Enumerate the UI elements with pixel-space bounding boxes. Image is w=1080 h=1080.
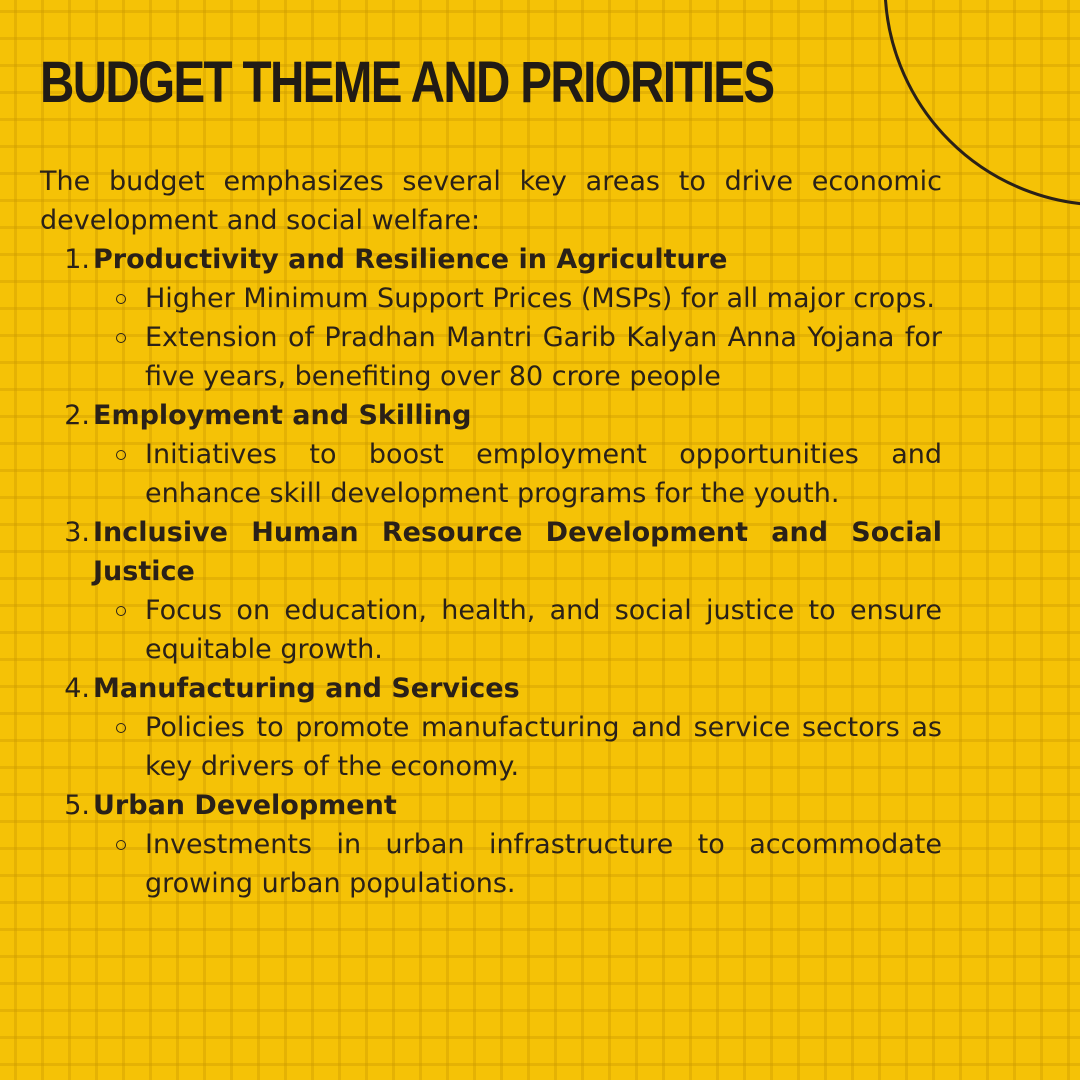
circle-bullet-icon (116, 450, 126, 460)
sub-list (93, 591, 942, 669)
sub-item (93, 708, 942, 786)
sub-item-text: Policies to promote manufacturing and service sectors as key drivers of the economy. (145, 712, 942, 782)
priority-title: Inclusive Human Resource Development and Social Justice (93, 517, 942, 587)
sub-item (93, 591, 942, 669)
circle-bullet-icon (116, 333, 126, 343)
priority-item (40, 669, 942, 786)
priority-item (40, 786, 942, 903)
page-title: BUDGET THEME AND PRIORITIES (40, 50, 774, 115)
priority-number: 3. (64, 517, 90, 548)
priority-list (40, 240, 942, 903)
priority-item (40, 513, 942, 669)
priority-title: Employment and Skilling (93, 400, 472, 431)
sub-item-text: Focus on education, health, and social justice to ensure equitable growth. (145, 595, 942, 665)
priority-number: 4. (64, 673, 90, 704)
sub-item-text: Investments in urban infrastructure to accommodate growing urban populations. (145, 829, 942, 899)
sub-item (93, 318, 942, 396)
sub-item-text: Higher Minimum Support Prices (MSPs) for all major crops. (145, 283, 935, 314)
sub-list (93, 279, 942, 396)
circle-bullet-icon (116, 606, 126, 616)
sub-item-text: Extension of Pradhan Mantri Garib Kalyan Anna Yojana for five years, benefiting over 80 crore people (145, 322, 942, 392)
sub-item (93, 279, 942, 318)
circle-bullet-icon (116, 840, 126, 850)
priority-item (40, 396, 942, 513)
priority-title: Urban Development (93, 790, 397, 821)
sub-list (93, 825, 942, 903)
priority-title: Manufacturing and Services (93, 673, 520, 704)
sub-item (93, 435, 942, 513)
sub-list (93, 435, 942, 513)
circle-bullet-icon (116, 723, 126, 733)
priority-item (40, 240, 942, 396)
sub-item (93, 825, 942, 903)
priority-number: 2. (64, 400, 90, 431)
priority-number: 5. (64, 790, 90, 821)
content-body (40, 162, 942, 903)
priority-number: 1. (64, 244, 90, 275)
sub-item-text: Initiatives to boost employment opportunities and enhance skill development programs for the youth. (145, 439, 942, 509)
priority-title: Productivity and Resilience in Agriculture (93, 244, 728, 275)
circle-bullet-icon (116, 294, 126, 304)
intro-paragraph: The budget emphasizes several key areas to drive economic development and social welfare: (40, 166, 942, 236)
sub-list (93, 708, 942, 786)
